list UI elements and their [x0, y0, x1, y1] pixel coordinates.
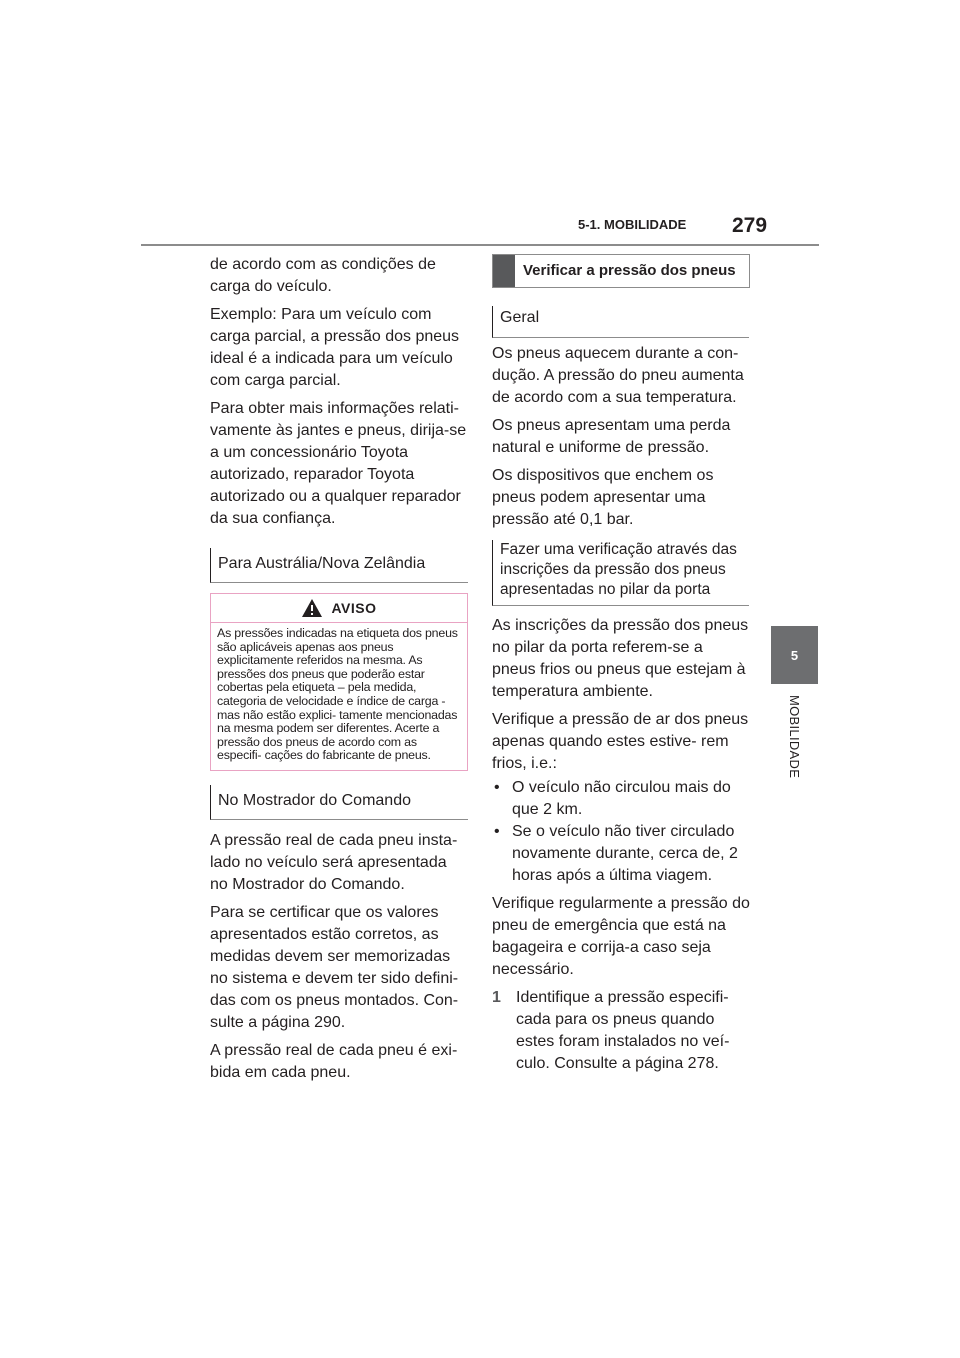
paragraph: de acordo com as condições de carga do veículo. — [210, 256, 436, 295]
step-item — [492, 987, 750, 1075]
paragraph: Os pneus apresentam uma perda natural e uniforme de pressão. — [492, 417, 731, 456]
paragraph: Para obter mais informações relati- vamente às jantes e pneus, dirija-se a um concessionário Toyota autorizado, reparador Toyota autorizado ou a qualquer reparador da sua confiança. — [210, 400, 467, 527]
paragraph: Verifique regularmente a pressão do pneu de emergência que está na bagageira e corrija-a caso seja necessário. — [492, 895, 750, 978]
chapter-number: 5 — [790, 647, 799, 663]
paragraph: Verifique a pressão de ar dos pneus apenas quando estes estive- rem frios, i.e.: — [492, 711, 749, 772]
subheading-door-pillar: Fazer uma verificação através das inscrições da pressão dos pneus apresentadas no pilar da porta — [492, 540, 749, 606]
right-column-part-2 — [492, 615, 750, 1075]
warning-box — [210, 593, 468, 771]
page-number: 279 — [732, 214, 768, 237]
step-number: 1 — [492, 989, 501, 1006]
warning-triangle-icon — [301, 598, 323, 618]
paragraph: Os pneus aquecem durante a con- dução. A pressão do pneu aumenta de acordo com a sua temperatura. — [492, 345, 744, 406]
subheading-display: No Mostrador do Comando — [210, 785, 468, 820]
left-column — [210, 254, 468, 1090]
warning-title: AVISO — [331, 600, 377, 616]
chapter-label-text: MOBILIDADE — [787, 695, 802, 779]
paragraph: A pressão real de cada pneu insta- lado no veículo será apresentada no Mostrador do Comando. — [210, 831, 458, 893]
subheading-australia: Para Austrália/Nova Zelândia — [210, 548, 468, 583]
subheading-general: Geral — [492, 306, 749, 338]
warning-text: As pressões indicadas na etiqueta dos pneus são aplicáveis apenas aos pneus explicitamente referidos na mesma. As pressões dos pneus que poderão estar cobertas pela etiqueta – pela medida, categoria de velocidade e índice de carga - mas não estão explici- tamente mencionadas na mesma podem ser diferentes. Acerte a pressão dos pneus de acordo com as especifi- cações do fabricante de pneus. — [217, 626, 458, 763]
section-heading-marker — [493, 255, 515, 287]
step-text: Identifique a pressão especifi- cada para os pneus quando estes foram instalados no veí- culo. Consulte a página 278. — [516, 989, 730, 1072]
running-header-section: 5-1. MOBILIDADE — [578, 217, 687, 232]
paragraph: Exemplo: Para um veículo com carga parcial, a pressão dos pneus ideal é a indicada para um veículo com carga parcial. — [210, 306, 460, 389]
paragraph: As inscrições da pressão dos pneus no pilar da porta referem-se a pneus frios ou pneus que estejam à temperatura ambiente. — [492, 617, 749, 700]
section-heading-text: Verificar a pressão dos pneus — [523, 262, 736, 279]
section-heading — [492, 254, 750, 288]
warning-header — [211, 594, 467, 623]
chapter-tab — [771, 626, 818, 684]
paragraph: Os dispositivos que enchem os pneus podem apresentar uma pressão até 0,1 bar. — [492, 467, 714, 528]
list-item: • Se o veículo não tiver circulado novamente durante, cerca de, 2 horas após a última viagem. — [492, 821, 750, 887]
conditions-list — [492, 777, 750, 887]
header-divider — [141, 244, 819, 246]
paragraph: Para se certificar que os valores apresentados estão corretos, as medidas devem ser memorizadas no sistema e devem ter sido defini- das com os pneus montados. Con- sulte a página 290. — [210, 903, 459, 1031]
right-column-part-1 — [492, 343, 750, 537]
paragraph: A pressão real de cada pneu é exi- bida em cada pneu. — [210, 1041, 458, 1081]
chapter-label — [782, 695, 806, 791]
list-item: • O veículo não circulou mais do que 2 km. — [492, 777, 750, 821]
